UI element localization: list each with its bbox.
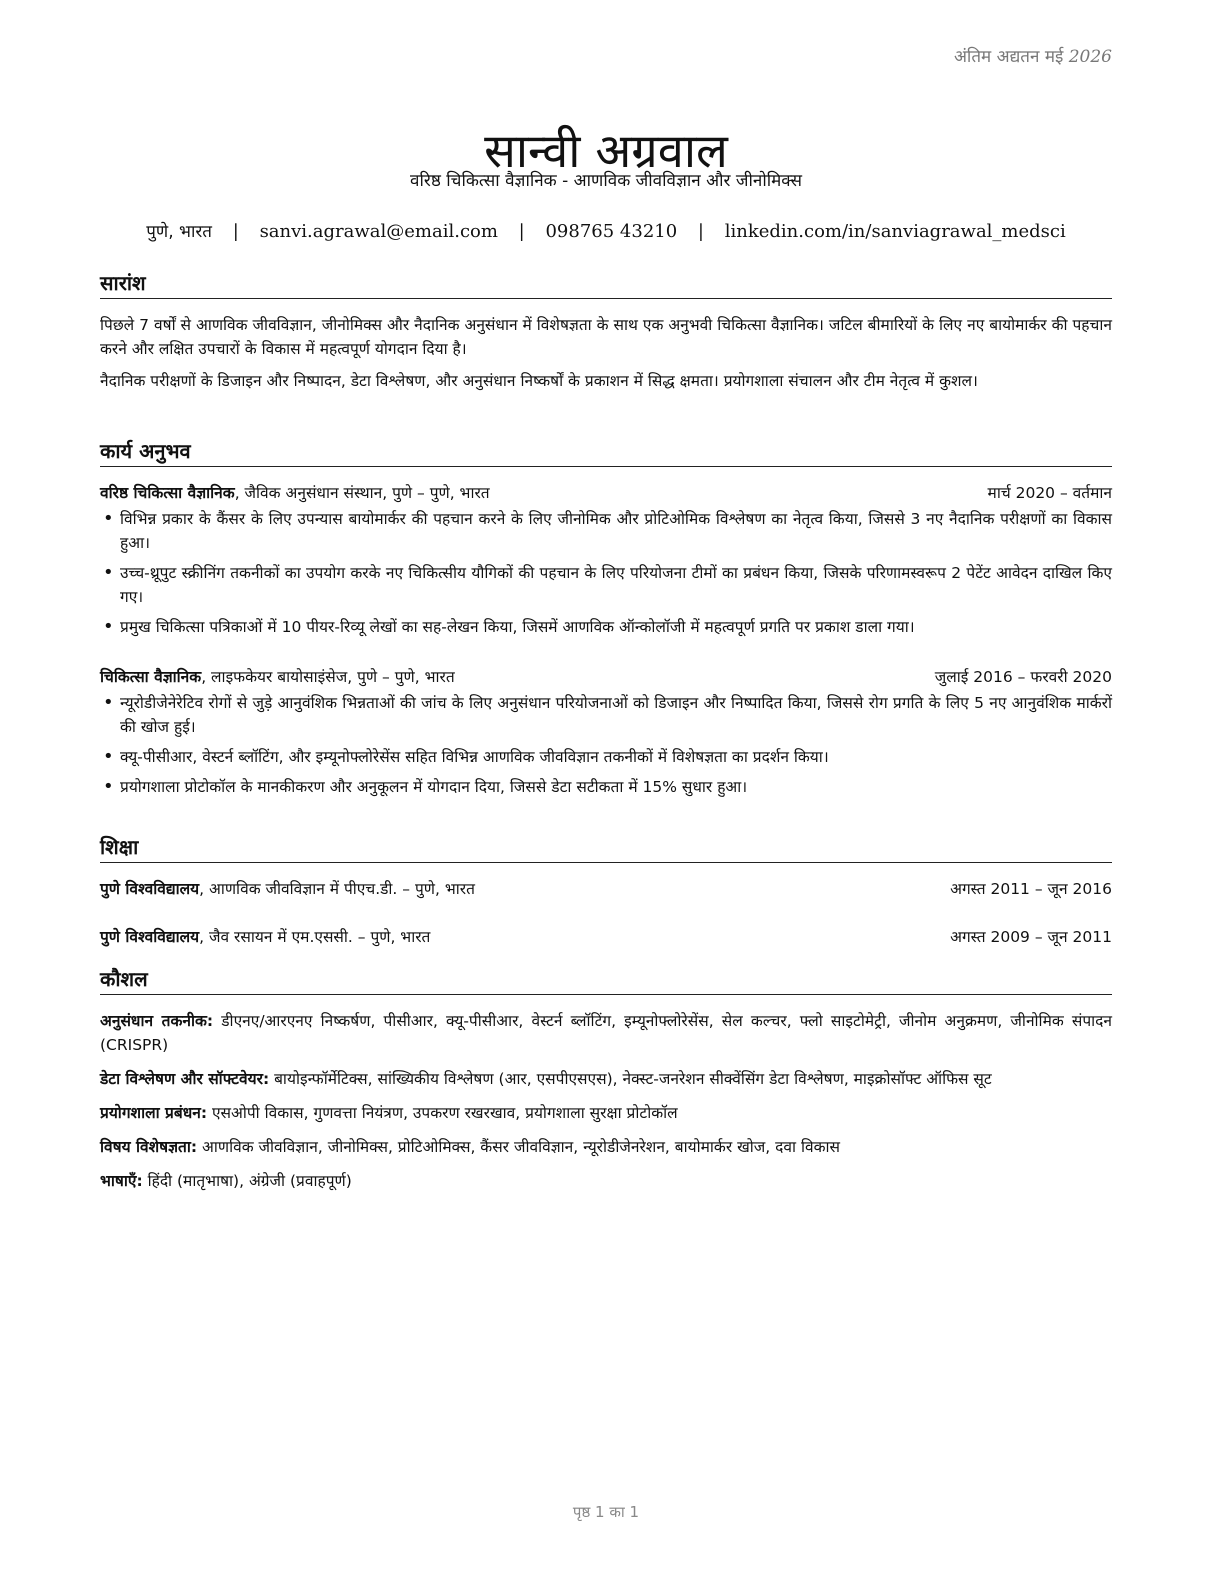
education-heading: शिक्षा <box>100 834 1112 863</box>
job-bullets <box>100 691 1112 799</box>
skill-label: भाषाएँ: <box>100 1172 143 1190</box>
job-bullet: • प्रयोगशाला प्रोटोकॉल के मानकीकरण और अनुकूलन में योगदान दिया, जिससे डेटा सटीकता में 15% सुधार हुआ। <box>100 775 1112 799</box>
contact-line <box>100 219 1112 242</box>
contact-separator: | <box>232 221 239 242</box>
job-header <box>100 665 1112 689</box>
skill-value: एसओपी विकास, गुणवत्ता नियंत्रण, उपकरण रखरखाव, प्रयोगशाला सुरक्षा प्रोटोकॉल <box>207 1104 678 1122</box>
skill-item <box>100 1101 1112 1125</box>
last-updated-label: अंतिम अद्यतन मई <box>953 47 1064 67</box>
skill-item <box>100 1135 1112 1159</box>
summary-paragraph: पिछले 7 वर्षों से आणविक जीवविज्ञान, जीनोमिक्स और नैदानिक अनुसंधान में विशेषज्ञता के साथ एक अनुभवी चिकित्सा वैज्ञानिक। जटिल बीमारियों के लिए नए बायोमार्कर की पहचान करने और लक्षित उपचारों के विकास में महत्वपूर्ण योगदान दिया है। <box>100 316 1112 358</box>
education-dates: अगस्त 2009 – जून 2011 <box>950 928 1112 946</box>
contact-linkedin[interactable]: linkedin.com/in/sanviagrawal_medsci <box>724 221 1066 242</box>
job-bullet: • विभिन्न प्रकार के कैंसर के लिए उपन्यास बायोमार्कर की पहचान करने के लिए जीनोमिक और प्रोटिओमिक विश्लेषण का नेतृत्व किया, जिससे 3 नए नैदानिक परीक्षणों का विकास हुआ। <box>100 507 1112 555</box>
contact-separator: | <box>697 221 704 242</box>
experience-section <box>100 438 1112 799</box>
contact-email[interactable]: sanvi.agrawal@email.com <box>259 221 498 242</box>
skill-item <box>100 1169 1112 1193</box>
contact-separator: | <box>518 221 525 242</box>
summary-paragraph: नैदानिक परीक्षणों के डिजाइन और निष्पादन, डेटा विश्लेषण, और अनुसंधान निष्कर्षों के प्रकाशन में सिद्ध क्षमता। प्रयोगशाला संचालन और टीम नेतृत्व में कुशल। <box>100 372 978 390</box>
experience-heading: कार्य अनुभव <box>100 438 1112 467</box>
job-entry <box>100 665 1112 799</box>
skill-label: विषय विशेषज्ञता: <box>100 1138 198 1156</box>
skills-section <box>100 966 1112 1193</box>
education-detail: , आणविक जीवविज्ञान में पीएच.डी. – पुणे, भारत <box>199 880 475 898</box>
job-title: चिकित्सा वैज्ञानिक <box>100 668 202 686</box>
job-bullet: • क्यू-पीसीआर, वेस्टर्न ब्लॉटिंग, और इम्यूनोफ्लोरेसेंस सहित विभिन्न आणविक जीवविज्ञान तकनीकों में विशेषज्ञता का प्रदर्शन किया। <box>100 745 1112 769</box>
job-bullet: • उच्च-थ्रूपुट स्क्रीनिंग तकनीकों का उपयोग करके नए चिकित्सीय यौगिकों की पहचान के लिए परियोजना टीमों का प्रबंधन किया, जिसके परिणामस्वरूप 2 पेटेंट आवेदन दाखिल किए गए। <box>100 561 1112 609</box>
skill-value: आणविक जीवविज्ञान, जीनोमिक्स, प्रोटिओमिक्स, कैंसर जीवविज्ञान, न्यूरोडीजेनरेशन, बायोमार्कर खोज, दवा विकास <box>197 1138 840 1156</box>
education-detail: , जैव रसायन में एम.एससी. – पुणे, भारत <box>199 928 431 946</box>
education-entry <box>100 925 1112 949</box>
job-dates: जुलाई 2016 – फरवरी 2020 <box>934 668 1112 686</box>
job-header <box>100 481 1112 505</box>
last-updated-year: 2026 <box>1068 47 1112 67</box>
page-number: पृष्ठ 1 का 1 <box>572 1503 640 1521</box>
resume-page <box>100 0 1112 1584</box>
skill-value: बायोइन्फॉर्मेटिक्स, सांख्यिकीय विश्लेषण (आर, एसपीएसएस), नेक्स्ट-जनरेशन सीक्वेंसिंग डेटा विश्लेषण, माइक्रोसॉफ्ट ऑफिस सूट <box>269 1070 992 1088</box>
summary-heading: सारांश <box>100 270 1112 299</box>
skill-value: डीएनए/आरएनए निष्कर्षण, पीसीआर, क्यू-पीसीआर, वेस्टर्न ब्लॉटिंग, इम्यूनोफ्लोरेसेंस, सेल कल्चर, फ्लो साइटोमेट्री, जीनोम अनुक्रमण, जीनोमिक संपादन (CRISPR) <box>100 1012 1113 1054</box>
skill-label: अनुसंधान तकनीक: <box>100 1012 214 1030</box>
education-school: पुणे विश्वविद्यालय <box>100 928 200 946</box>
job-title: वरिष्ठ चिकित्सा वैज्ञानिक <box>100 484 235 502</box>
candidate-name: सान्वी अग्रवाल <box>484 124 728 180</box>
job-dates: मार्च 2020 – वर्तमान <box>987 484 1112 502</box>
skills-heading: कौशल <box>100 966 1112 995</box>
education-section <box>100 834 1112 949</box>
contact-phone: 098765 43210 <box>545 221 678 242</box>
candidate-tagline: वरिष्ठ चिकित्सा वैज्ञानिक - आणविक जीवविज्ञान और जीनोमिक्स <box>410 171 802 191</box>
skill-value: हिंदी (मातृभाषा), अंग्रेजी (प्रवाहपूर्ण) <box>142 1172 352 1190</box>
job-bullet: • प्रमुख चिकित्सा पत्रिकाओं में 10 पीयर-रिव्यू लेखों का सह-लेखन किया, जिसमें आणविक ऑन्कोलॉजी में महत्वपूर्ण प्रगति पर प्रकाश डाला गया। <box>100 615 1112 639</box>
summary-section <box>100 270 1112 393</box>
contact-location: पुणे, भारत <box>146 222 213 242</box>
job-entry <box>100 481 1112 639</box>
education-dates: अगस्त 2011 – जून 2016 <box>950 880 1112 898</box>
skill-item <box>100 1067 1112 1091</box>
job-org: , जैविक अनुसंधान संस्थान, पुणे – पुणे, भारत <box>234 484 490 502</box>
job-org: , लाइफकेयर बायोसाइंसेज, पुणे – पुणे, भारत <box>201 668 455 686</box>
education-entry <box>100 877 1112 901</box>
education-school: पुणे विश्वविद्यालय <box>100 880 200 898</box>
last-updated <box>954 44 1112 67</box>
skill-label: प्रयोगशाला प्रबंधन: <box>100 1104 208 1122</box>
job-bullets <box>100 507 1112 639</box>
job-bullet: • न्यूरोडीजेनेरेटिव रोगों से जुड़े आनुवंशिक भिन्नताओं की जांच के लिए अनुसंधान परियोजनाओं को डिजाइन और निष्पादित किया, जिससे रोग प्रगति के लिए 5 नए आनुवंशिक मार्करों की खोज हुई। <box>100 691 1112 739</box>
skill-label: डेटा विश्लेषण और सॉफ्टवेयर: <box>100 1070 270 1088</box>
skill-item <box>100 1009 1112 1057</box>
